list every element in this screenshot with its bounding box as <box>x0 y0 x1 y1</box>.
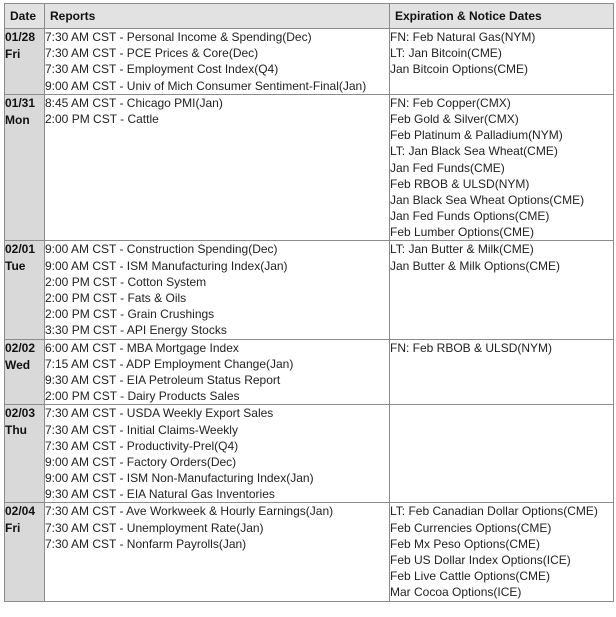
calendar-body <box>5 29 614 602</box>
expiration-item: FN: Feb RBOB & ULSD(NYM) <box>390 340 553 355</box>
economic-calendar-table <box>4 3 614 602</box>
expiration-item: Feb Lumber Options(CME) <box>390 225 535 240</box>
report-item: 7:30 AM CST - Initial Claims-Weekly <box>45 422 238 437</box>
report-item: 2:00 PM CST - Dairy Products Sales <box>45 389 240 404</box>
expiration-item: Feb Currencies Options(CME) <box>390 520 552 535</box>
date-cell <box>5 503 45 601</box>
weekday-label: Thu <box>5 423 27 438</box>
reports-cell <box>45 339 390 405</box>
report-item: 7:15 AM CST - ADP Employment Change(Jan) <box>45 356 294 371</box>
table-row <box>5 241 614 339</box>
expiration-item: Jan Butter & Milk Options(CME) <box>390 258 561 273</box>
expiration-item: Jan Fed Funds Options(CME) <box>390 209 550 224</box>
report-item: 7:30 AM CST - USDA Weekly Export Sales <box>45 406 274 421</box>
expiration-cell <box>390 29 614 95</box>
expiration-item: Mar Cocoa Options(ICE) <box>390 585 522 600</box>
report-item: 7:30 AM CST - Employment Cost Index(Q4) <box>45 62 279 77</box>
report-item: 6:00 AM CST - MBA Mortgage Index <box>45 340 239 355</box>
report-item: 8:45 AM CST - Chicago PMI(Jan) <box>45 95 223 110</box>
expiration-item: Feb Mx Peso Options(CME) <box>390 536 541 551</box>
reports-cell <box>45 503 390 601</box>
expiration-item: Feb Live Cattle Options(CME) <box>390 569 551 584</box>
report-item: 7:30 AM CST - Personal Income & Spending(Dec) <box>45 30 312 44</box>
report-item: 9:30 AM CST - EIA Petroleum Status Report <box>45 372 281 387</box>
reports-cell <box>45 241 390 339</box>
table-header-row <box>5 4 614 29</box>
report-item: 2:00 PM CST - Cattle <box>45 111 159 126</box>
date-cell <box>5 339 45 405</box>
date-label: 01/31 <box>5 95 36 110</box>
report-item: 9:00 AM CST - Factory Orders(Dec) <box>45 454 237 469</box>
reports-cell <box>45 29 390 95</box>
date-cell <box>5 241 45 339</box>
report-item: 7:30 AM CST - Productivity-Prel(Q4) <box>45 438 239 453</box>
table-row <box>5 94 614 241</box>
report-item: 2:00 PM CST - Fats & Oils <box>45 291 187 305</box>
date-label: 02/02 <box>5 340 36 355</box>
report-item: 9:00 AM CST - Construction Spending(Dec) <box>45 242 278 257</box>
table-row <box>5 29 614 95</box>
expiration-item: FN: Feb Copper(CMX) <box>390 95 511 110</box>
weekday-label: Wed <box>5 357 31 372</box>
date-label: 02/03 <box>5 406 36 421</box>
reports-column-header: Reports <box>45 4 390 29</box>
expiration-item: Jan Black Sea Wheat Options(CME) <box>390 192 585 207</box>
expiration-item: LT: Jan Butter & Milk(CME) <box>390 242 534 257</box>
weekday-label: Fri <box>5 521 21 536</box>
report-item: 7:30 AM CST - Nonfarm Payrolls(Jan) <box>45 536 247 551</box>
expiration-column-header: Expiration & Notice Dates <box>390 4 614 29</box>
date-cell <box>5 405 45 503</box>
expiration-item: Jan Fed Funds(CME) <box>390 160 505 175</box>
report-item: 7:30 AM CST - PCE Prices & Core(Dec) <box>45 46 259 61</box>
weekday-label: Fri <box>5 47 21 61</box>
expiration-item: Jan Bitcoin Options(CME) <box>390 62 529 77</box>
report-item: 7:30 AM CST - Ave Workweek & Hourly Earnings(Jan) <box>45 504 334 519</box>
expiration-item: LT: Jan Black Sea Wheat(CME) <box>390 144 558 159</box>
weekday-label: Mon <box>5 112 30 127</box>
table-row <box>5 503 614 601</box>
date-column-header: Date <box>5 4 45 29</box>
report-item: 9:00 AM CST - ISM Non-Manufacturing Index(Jan) <box>45 471 314 486</box>
date-label: 01/28 <box>5 30 36 44</box>
report-item: 3:30 PM CST - API Energy Stocks <box>45 323 227 338</box>
date-cell <box>5 29 45 95</box>
expiration-item: FN: Feb Natural Gas(NYM) <box>390 30 536 44</box>
expiration-item: Feb US Dollar Index Options(ICE) <box>390 553 571 567</box>
expiration-item: Feb Gold & Silver(CMX) <box>390 111 519 126</box>
expiration-cell <box>390 339 614 405</box>
report-item: 2:00 PM CST - Cotton System <box>45 274 207 289</box>
expiration-cell <box>390 503 614 601</box>
table-row <box>5 405 614 503</box>
weekday-label: Tue <box>5 259 26 274</box>
reports-cell <box>45 94 390 241</box>
expiration-cell <box>390 241 614 339</box>
report-item: 2:00 PM CST - Grain Crushings <box>45 307 215 322</box>
expiration-item: LT: Feb Canadian Dollar Options(CME) <box>390 504 598 519</box>
date-label: 02/04 <box>5 504 36 519</box>
expiration-item: Feb Platinum & Palladium(NYM) <box>390 128 563 143</box>
report-item: 9:00 AM CST - ISM Manufacturing Index(Jan) <box>45 258 288 273</box>
expiration-item: LT: Jan Bitcoin(CME) <box>390 46 502 61</box>
report-item: 9:30 AM CST - EIA Natural Gas Inventories <box>45 487 275 502</box>
reports-cell <box>45 405 390 503</box>
expiration-cell <box>390 94 614 241</box>
date-cell <box>5 94 45 241</box>
report-item: 7:30 AM CST - Unemployment Rate(Jan) <box>45 520 264 535</box>
expiration-cell <box>390 405 614 503</box>
report-item: 9:00 AM CST - Univ of Mich Consumer Sentiment-Final(Jan) <box>45 78 367 93</box>
expiration-item: Feb RBOB & ULSD(NYM) <box>390 176 530 191</box>
table-row <box>5 339 614 405</box>
date-label: 02/01 <box>5 242 36 257</box>
